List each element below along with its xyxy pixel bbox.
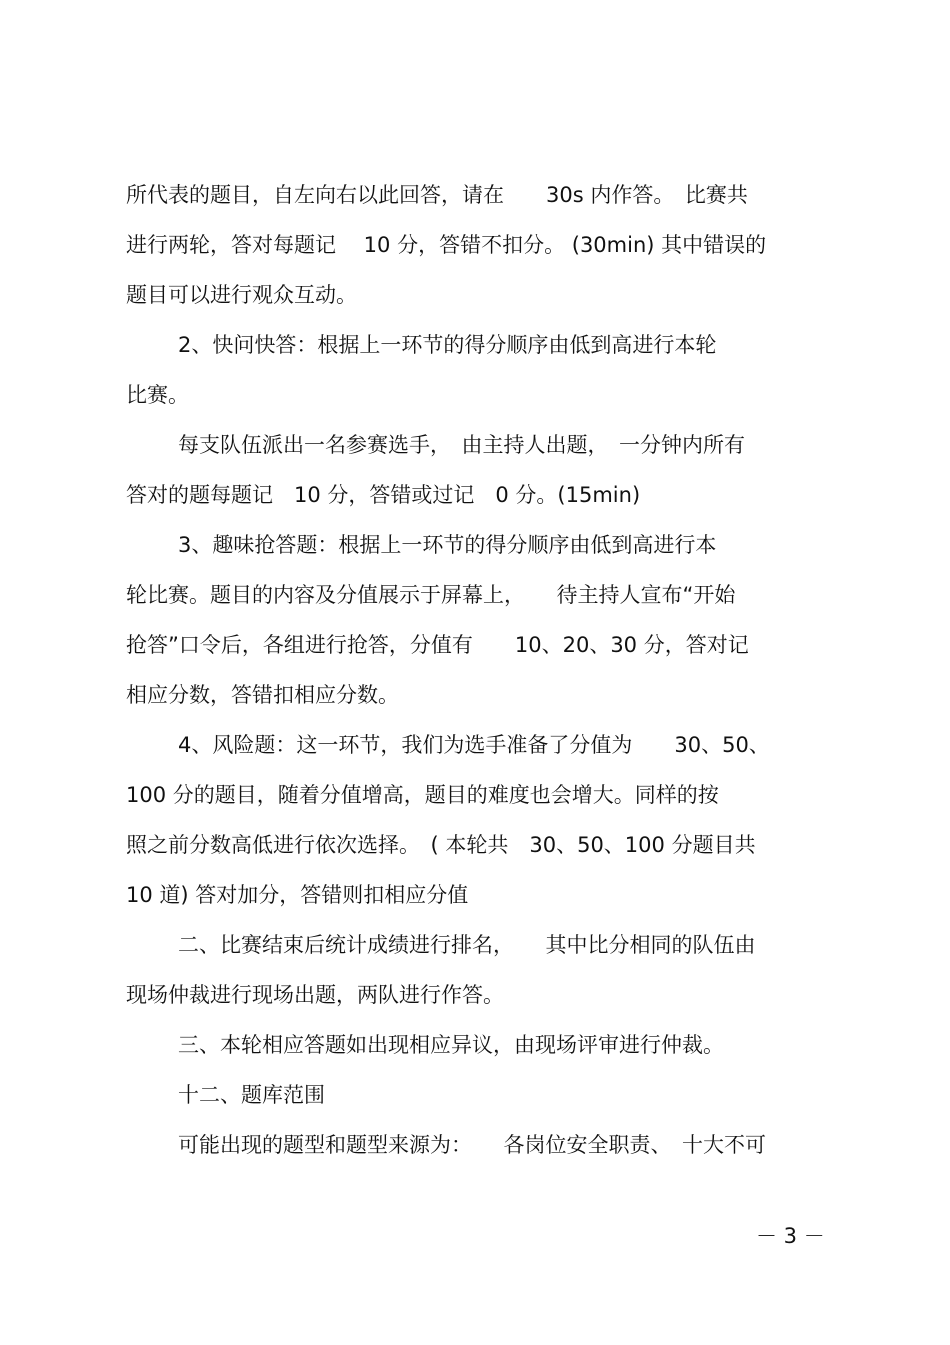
text-line: 比赛。 [126, 383, 189, 407]
text-line: 可能出现的题型和题型来源为： 各岗位安全职责、 十大不可 [178, 1133, 766, 1157]
text-line: 2、快问快答：根据上一环节的得分顺序由低到高进行本轮 [178, 333, 717, 357]
text-line: 轮比赛。题目的内容及分值展示于屏幕上， 待主持人宣布“开始 [126, 583, 736, 607]
text-line: 100 分的题目，随着分值增高，题目的难度也会增大。同样的按 [126, 783, 719, 807]
text-line: 十二、题库范围 [178, 1083, 325, 1107]
text-line: 照之前分数高低进行依次选择。 ( 本轮共 30、50、100 分题目共 [126, 833, 756, 857]
text-line: 相应分数，答错扣相应分数。 [126, 683, 399, 707]
text-line: 每支队伍派出一名参赛选手， 由主持人出题， 一分钟内所有 [178, 433, 745, 457]
text-line: 所代表的题目，自左向右以此回答，请在 30s 内作答。 比赛共 [126, 183, 748, 207]
page-number: － 3 － [756, 1224, 825, 1248]
text-line: 答对的题每题记 10 分，答错或过记 0 分。(15min) [126, 483, 641, 507]
text-line: 二、比赛结束后统计成绩进行排名， 其中比分相同的队伍由 [178, 933, 756, 957]
text-line: 3、趣味抢答题：根据上一环节的得分顺序由低到高进行本 [178, 533, 717, 557]
text-line: 题目可以进行观众互动。 [126, 283, 357, 307]
text-line: 进行两轮，答对每题记 10 分，答错不扣分。 (30min) 其中错误的 [126, 233, 767, 257]
text-line: 10 道) 答对加分，答错则扣相应分值 [126, 883, 469, 907]
text-line: 4、风险题：这一环节，我们为选手准备了分值为 30、50、 [178, 733, 770, 757]
text-line: 三、本轮相应答题如出现相应异议，由现场评审进行仲裁。 [178, 1033, 724, 1057]
text-line: 现场仲裁进行现场出题，两队进行作答。 [126, 983, 504, 1007]
text-line: 抢答”口令后，各组进行抢答，分值有 10、20、30 分，答对记 [126, 633, 749, 657]
